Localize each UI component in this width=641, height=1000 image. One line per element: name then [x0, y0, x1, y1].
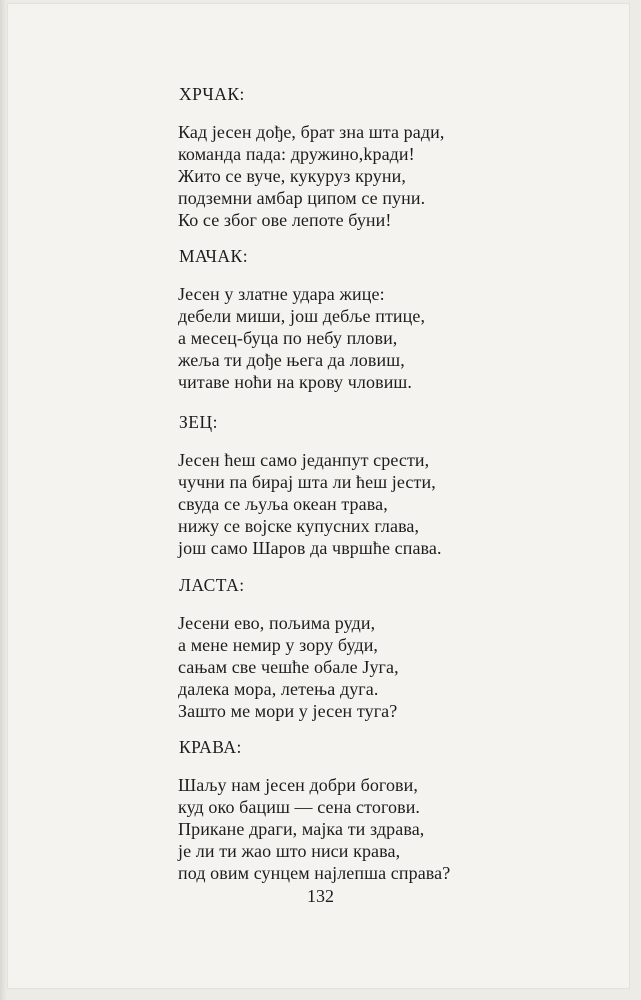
verse-line: Јесен ћеш само једанпут срести,: [178, 450, 430, 470]
verse-line: жеља ти дође њега да ловиш,: [178, 350, 405, 370]
page-edge-shadow: [0, 0, 7, 1000]
verse-line: Јесен у златне удара жице:: [178, 284, 385, 304]
verse-line: под овим сунцем најлепша справа?: [178, 863, 451, 883]
stanza-machak: [178, 243, 508, 393]
speaker-label: ХРЧАК:: [179, 84, 245, 104]
stanza-lasta: [178, 572, 508, 722]
verse-line: Ко се због ове лепоте буни!: [178, 210, 392, 230]
verse-line: свуда се љуља океан трава,: [178, 494, 388, 514]
verse-line: а мене немир у зору буди,: [178, 635, 379, 655]
verse-line: Прикане драги, мајка ти здрава,: [178, 819, 425, 839]
stanza-zec: [178, 409, 508, 559]
speaker-label: КРАВА:: [179, 737, 242, 757]
verse-line: Зашто ме мори у јесен туга?: [178, 701, 398, 721]
verse-line: Жито се вуче, кукуруз круни,: [178, 166, 406, 186]
verse-line: чучни па бирај шта ли ћеш јести,: [178, 472, 436, 492]
verse-line: нижу се војске купусних глава,: [178, 516, 420, 536]
stanza-hrchak: [178, 81, 508, 231]
verse-line: Шаљу нам јесен добри богови,: [178, 775, 418, 795]
verse-line: још само Шаров да чвршће спава.: [178, 538, 442, 558]
speaker-label: МАЧАК:: [179, 246, 249, 266]
speaker-label: ЗЕЦ:: [179, 412, 218, 432]
verse-line: далека мора, летења дуга.: [178, 679, 379, 699]
verse-line: је ли ти жао што ниси крава,: [178, 841, 401, 861]
verse-line: дебели миши, још дебље птице,: [178, 306, 426, 326]
verse-line: читаве ноћи на крову чловиш.: [178, 372, 412, 392]
stanza-krava: [178, 734, 508, 884]
verse-line: команда пада: дружино,kради!: [178, 144, 415, 164]
verse-line: а месец-буца по небу плови,: [178, 328, 398, 348]
verse-line: Јесени ево, пољима руди,: [178, 613, 376, 633]
verse-line: сањам све чешће обале Југа,: [178, 657, 399, 677]
speaker-label: ЛАСТА:: [179, 575, 245, 595]
page-number: 132: [307, 886, 334, 906]
verse-line: подземни амбар ципом се пуни.: [178, 188, 426, 208]
verse-line: куд око бациш — сена стогови.: [178, 797, 421, 817]
verse-line: Кад јесен дође, брат зна шта ради,: [178, 122, 445, 142]
